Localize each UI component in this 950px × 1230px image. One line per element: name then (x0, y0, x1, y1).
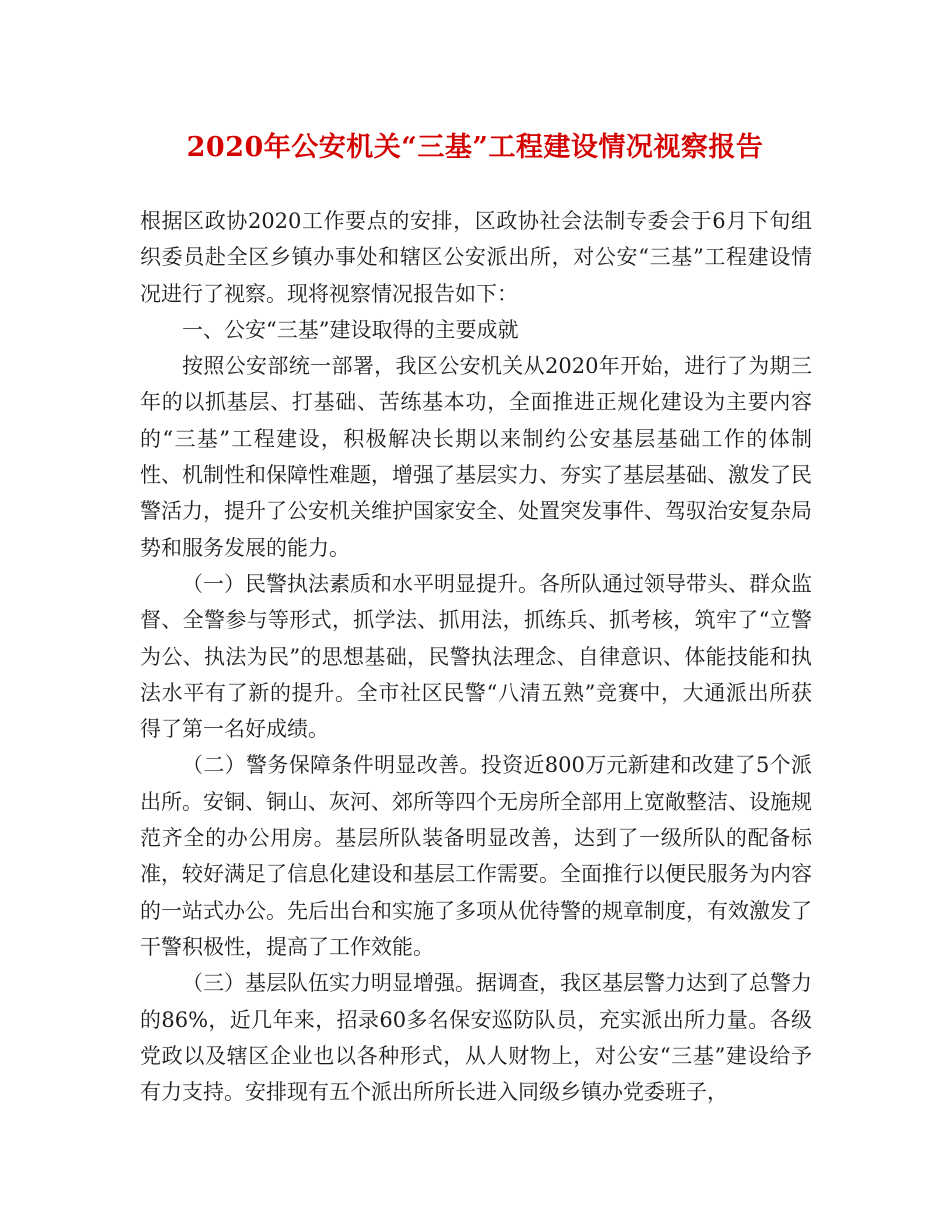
body-paragraph: （三）基层队伍实力明显增强。据调查，我区基层警力达到了总警力的86%，近几年来，招录60多名保安巡防队员，充实派出所力量。各级党政以及辖区企业也以各种形式，从人财物上，对公安“三基”建设给予有力支持。安排现有五个派出所所长进入同级乡镇办党委班子， (140, 971, 812, 1105)
body-paragraph: （一）民警执法素质和水平明显提升。各所队通过领导带头、群众监督、全警参与等形式，抓学法、抓用法，抓练兵、抓考核，筑牢了“立警为公、执法为民”的思想基础，民警执法理念、自律意识、体能技能和执法水平有了新的提升。全市社区民警“八清五熟”竞赛中，大通派出所获得了第一名好成绩。 (140, 571, 812, 742)
document-body (140, 203, 812, 1110)
body-paragraph: 按照公安部统一部署，我区公安机关从2020年开始，进行了为期三年的以抓基层、打基础、苦练基本功，全面推进正规化建设为主要内容的“三基”工程建设，积极解决长期以来制约公安基层基础工作的体制性、机制性和保障性难题，增强了基层实力、夯实了基层基础、激发了民警活力，提升了公安机关维护国家安全、处置突发事件、驾驭治安复杂局势和服务发展的能力。 (140, 354, 812, 560)
body-paragraph: （二）警务保障条件明显改善。投资近800万元新建和改建了5个派出所。安铜、铜山、灰河、郊所等四个无房所全部用上宽敞整洁、设施规范齐全的办公用房。基层所队装备明显改善，达到了一级所队的配备标准，较好满足了信息化建设和基层工作需要。全面推行以便民服务为内容的一站式办公。先后出台和实施了多项从优待警的规章制度，有效激发了干警积极性，提高了工作效能。 (140, 753, 812, 959)
section-heading: 一、公安“三基”建设取得的主要成就 (182, 317, 519, 342)
document-title: 2020年公安机关“三基”工程建设情况视察报告 (186, 132, 764, 163)
intro-paragraph: 根据区政协2020工作要点的安排，区政协社会法制专委会于6月下旬组织委员赴全区乡镇办事处和辖区公安派出所，对公安“三基”工程建设情况进行了视察。现将视察情况报告如下： (140, 209, 812, 306)
